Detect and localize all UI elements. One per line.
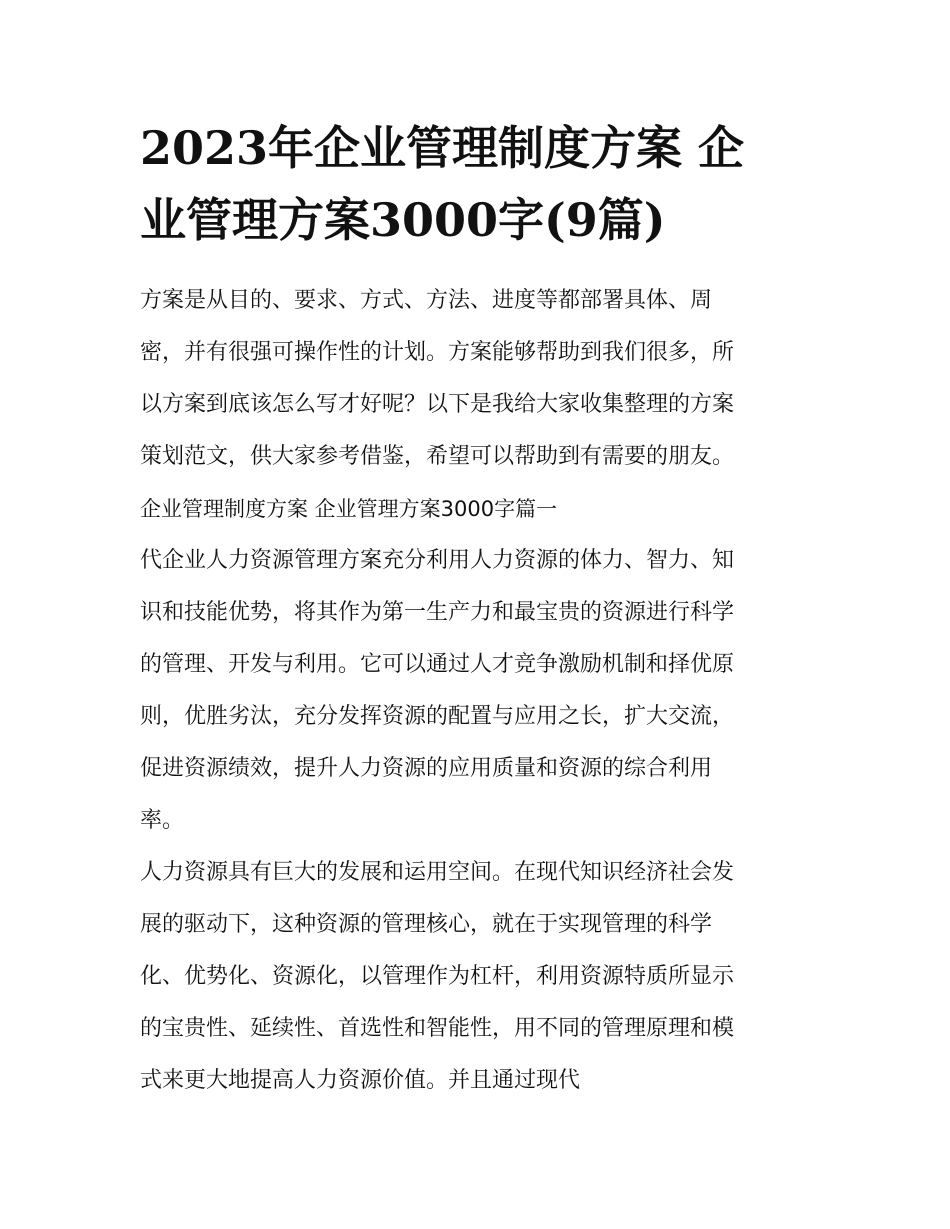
text-line: 密，并有很强可操作性的计划。方案能够帮助到我们很多，所 (140, 340, 735, 365)
text-line: 策划范文，供大家参考借鉴，希望可以帮助到有需要的朋友。 (140, 444, 735, 469)
text-line: 率。 (140, 808, 185, 833)
text-line: 方案是从目的、要求、方式、方法、进度等都部署具体、周 (140, 288, 713, 313)
text-line: 则，优胜劣汰，充分发挥资源的配置与应用之长，扩大交流， (140, 704, 735, 729)
text-line: 展的驱动下，这种资源的管理核心，就在于实现管理的科学 (140, 912, 713, 937)
text-line: 代企业人力资源管理方案充分利用人力资源的体力、智力、知 (140, 548, 735, 573)
text-line: 的宝贵性、延续性、首选性和智能性，用不同的管理原理和模 (140, 1016, 735, 1041)
body-paragraph-2 (140, 847, 820, 1107)
body-paragraph-1 (140, 535, 820, 847)
text-line: 以方案到底该怎么写才好呢？以下是我给大家收集整理的方案 (140, 392, 735, 417)
text-line: 化、优势化、资源化，以管理作为杠杆，利用资源特质所显示 (140, 964, 735, 989)
intro-paragraph (140, 275, 820, 483)
text-line: 识和技能优势，将其作为第一生产力和最宝贵的资源进行科学 (140, 600, 735, 625)
document-body (140, 275, 820, 1107)
text-line: 的管理、开发与利用。它可以通过人才竞争激励机制和择优原 (140, 652, 735, 677)
text-line: 人力资源具有巨大的发展和运用空间。在现代知识经济社会发 (140, 860, 735, 885)
title-line: 业管理方案3000字(9篇) (140, 193, 666, 247)
section-heading: 企业管理制度方案 企业管理方案3000字篇一 (140, 497, 558, 521)
text-line: 促进资源绩效，提升人力资源的应用质量和资源的综合利用 (140, 756, 713, 781)
document-title (140, 112, 820, 256)
title-line: 2023年企业管理制度方案 企 (140, 121, 745, 175)
text-line: 式来更大地提高人力资源价值。并且通过现代 (140, 1068, 581, 1093)
